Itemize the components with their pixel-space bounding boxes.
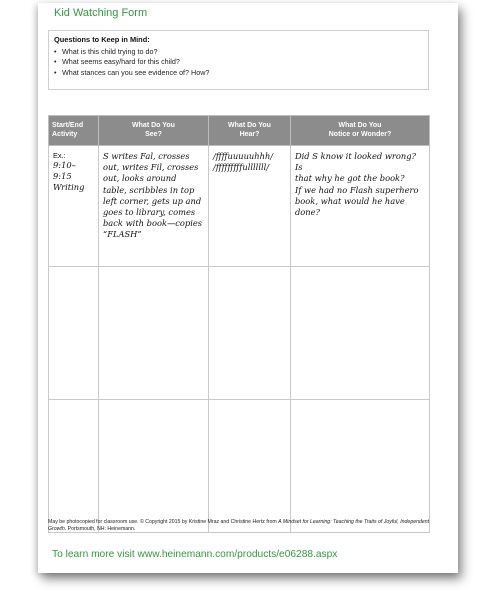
example-notice-cell <box>291 146 430 267</box>
question-item: • What stances can you see evidence of? How? <box>54 67 210 77</box>
bullet-icon: • <box>54 67 57 77</box>
blank-cell[interactable] <box>209 267 291 400</box>
example-see-text: S writes Fal, crosses out, writes Fil, crosses out, looks around table, scribbles in top left corner, gets up and goes to library, comes back with book—copies “FLASH” <box>103 151 203 240</box>
example-hear-text: /ffffuuuuuhhh/ /fffffffffulllllll/ <box>213 151 274 173</box>
copyright-note: May be photocopied for classroom use. © Copyright 2015 by Kristine Mraz and Christine Hertz from A Mindset for Learning: Teaching the Traits of Joyful, Independent Growth. Portsmouth, NH: Heinemann. <box>48 519 430 532</box>
header-see: What Do You See? <box>99 116 209 146</box>
question-item: • What is this child trying to do? <box>54 47 158 56</box>
questions-heading: Questions to Keep in Mind: <box>54 35 150 44</box>
table-row-example <box>49 146 430 267</box>
header-notice: What Do You Notice or Wonder? <box>291 116 430 146</box>
blank-cell[interactable] <box>291 400 430 533</box>
blank-cell[interactable] <box>49 400 99 533</box>
example-see-cell <box>99 146 209 267</box>
learn-more-link[interactable]: To learn more visit www.heinemann.com/products/e06288.aspx <box>52 549 338 560</box>
blank-cell[interactable] <box>49 267 99 400</box>
example-activity-cell <box>49 146 99 267</box>
header-activity: Start/End Activity <box>49 116 99 146</box>
table-row-blank <box>49 400 430 533</box>
blank-cell[interactable] <box>209 400 291 533</box>
bullet-icon: • <box>54 47 57 56</box>
blank-cell[interactable] <box>99 267 209 400</box>
header-hear: What Do You Hear? <box>209 116 291 146</box>
bullet-icon: • <box>54 57 57 67</box>
table-row-blank <box>49 267 430 400</box>
blank-cell[interactable] <box>99 400 209 533</box>
form-title: Kid Watching Form <box>54 7 148 19</box>
example-label: Ex.: <box>53 151 66 160</box>
table-header-row <box>49 116 430 146</box>
example-notice-text: Did S know it looked wrong? Is that why he got the book? If we had no Flash superhero book, what would he have done? <box>295 151 419 218</box>
blank-cell[interactable] <box>291 267 430 400</box>
observation-table <box>48 115 430 533</box>
form-sheet <box>38 3 458 573</box>
example-activity: 9:10–9:15 Writing <box>53 160 85 193</box>
questions-box <box>48 30 429 90</box>
example-hear-cell <box>209 146 291 267</box>
question-item: • What seems easy/hard for this child? <box>54 57 180 67</box>
